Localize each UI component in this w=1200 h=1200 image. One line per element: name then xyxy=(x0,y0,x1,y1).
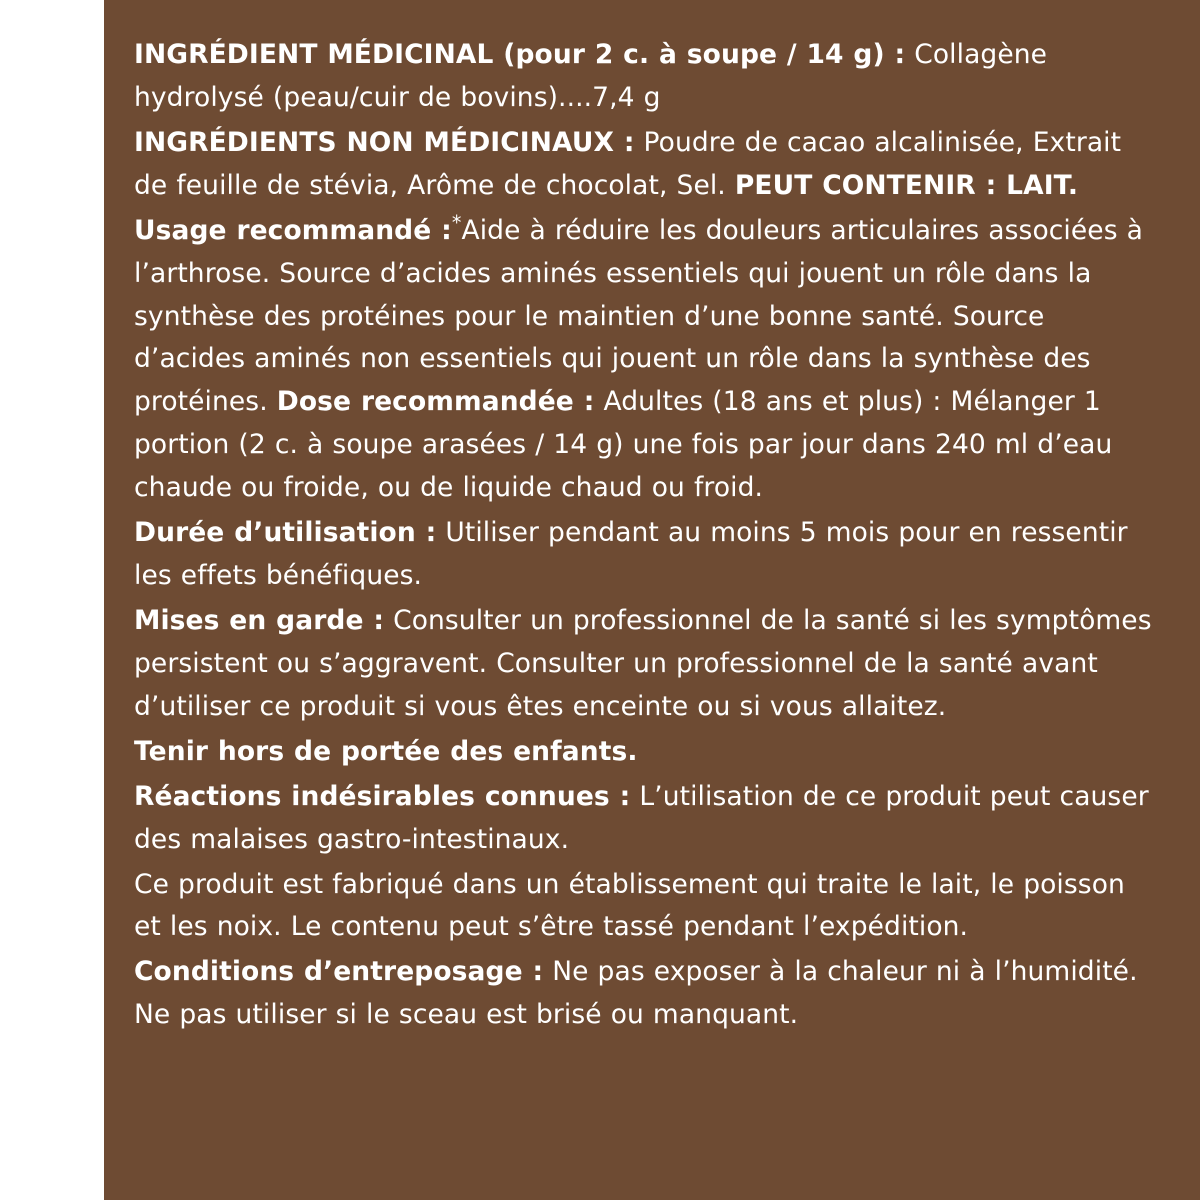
paragraph-known-adverse-reactions xyxy=(134,776,1160,862)
text-warnings: Consulter un professionnel de la santé si les symptômes persistent ou s’aggravent. Consulter un professionnel de la santé avant d’utiliser ce produit si vous êtes enceinte ou si vous allaitez. xyxy=(134,604,1152,722)
heading-non-medicinal-ingredients: INGRÉDIENTS NON MÉDICINAUX : xyxy=(134,126,635,158)
supplement-facts-panel xyxy=(104,0,1200,1200)
paragraph-medicinal-ingredient xyxy=(134,34,1160,120)
heading-duration-of-use: Durée d’utilisation : xyxy=(134,517,437,549)
label-text-body xyxy=(134,34,1160,1037)
text-manufacturing-statement: Ce produit est fabriqué dans un établissement qui traite le lait, le poisson et les noix. Le contenu peut s’être tassé pendant l’expédition. xyxy=(134,868,1125,943)
heading-medicinal-ingredient: INGRÉDIENT MÉDICINAL (pour 2 c. à soupe / 14 g) : xyxy=(134,39,906,70)
heading-keep-out-of-reach: Tenir hors de portée des enfants. xyxy=(134,735,638,767)
paragraph-keep-out-of-reach xyxy=(134,731,1160,774)
paragraph-storage-conditions xyxy=(134,951,1160,1037)
heading-recommended-use: Usage recommandé : xyxy=(134,214,452,246)
text-may-contain-milk: PEUT CONTENIR : LAIT. xyxy=(734,169,1079,201)
asterisk-marker: * xyxy=(451,211,462,234)
text-non-medicinal-ingredients: Poudre de cacao alcalinisée, Extrait de feuille de stévia, Arôme de chocolat, Sel. xyxy=(134,126,1122,201)
heading-recommended-dose: Dose recommandée : xyxy=(276,386,595,418)
heading-known-adverse-reactions: Réactions indésirables connues : xyxy=(134,780,631,812)
paragraph-non-medicinal-ingredients xyxy=(134,122,1160,208)
heading-warnings: Mises en garde : xyxy=(134,604,385,636)
heading-storage-conditions: Conditions d’entreposage : xyxy=(134,956,544,988)
text-recommended-use: Aide à réduire les douleurs articulaires associées à l’arthrose. Source d’acides aminés essentiels qui jouent un rôle dans la synthèse des protéines pour le maintien d’une bonne santé. Source d’acides aminés non essentiels qui jouent un rôle dans la synthèse des protéines. xyxy=(134,214,1143,418)
text-medicinal-ingredient: Collagène hydrolysé (peau/cuir de bovins)....7,4 g xyxy=(134,39,1048,113)
text-storage-conditions: Ne pas exposer à la chaleur ni à l’humidité. Ne pas utiliser si le sceau est brisé ou manquant. xyxy=(134,956,1138,1031)
paragraph-warnings xyxy=(134,600,1160,729)
paragraph-duration-of-use xyxy=(134,512,1160,598)
text-recommended-dose: Adultes (18 ans et plus) : Mélanger 1 portion (2 c. à soupe arasées / 14 g) une fois par jour dans 240 ml d’eau chaude ou froide, ou de liquide chaud ou froid. xyxy=(134,386,1113,504)
text-duration-of-use: Utiliser pendant au moins 5 mois pour en ressentir les effets bénéfiques. xyxy=(134,517,1128,592)
paragraph-manufacturing-statement xyxy=(134,864,1160,950)
paragraph-recommended-use xyxy=(134,210,1160,510)
text-known-adverse-reactions: L’utilisation de ce produit peut causer des malaises gastro-intestinaux. xyxy=(134,780,1149,855)
